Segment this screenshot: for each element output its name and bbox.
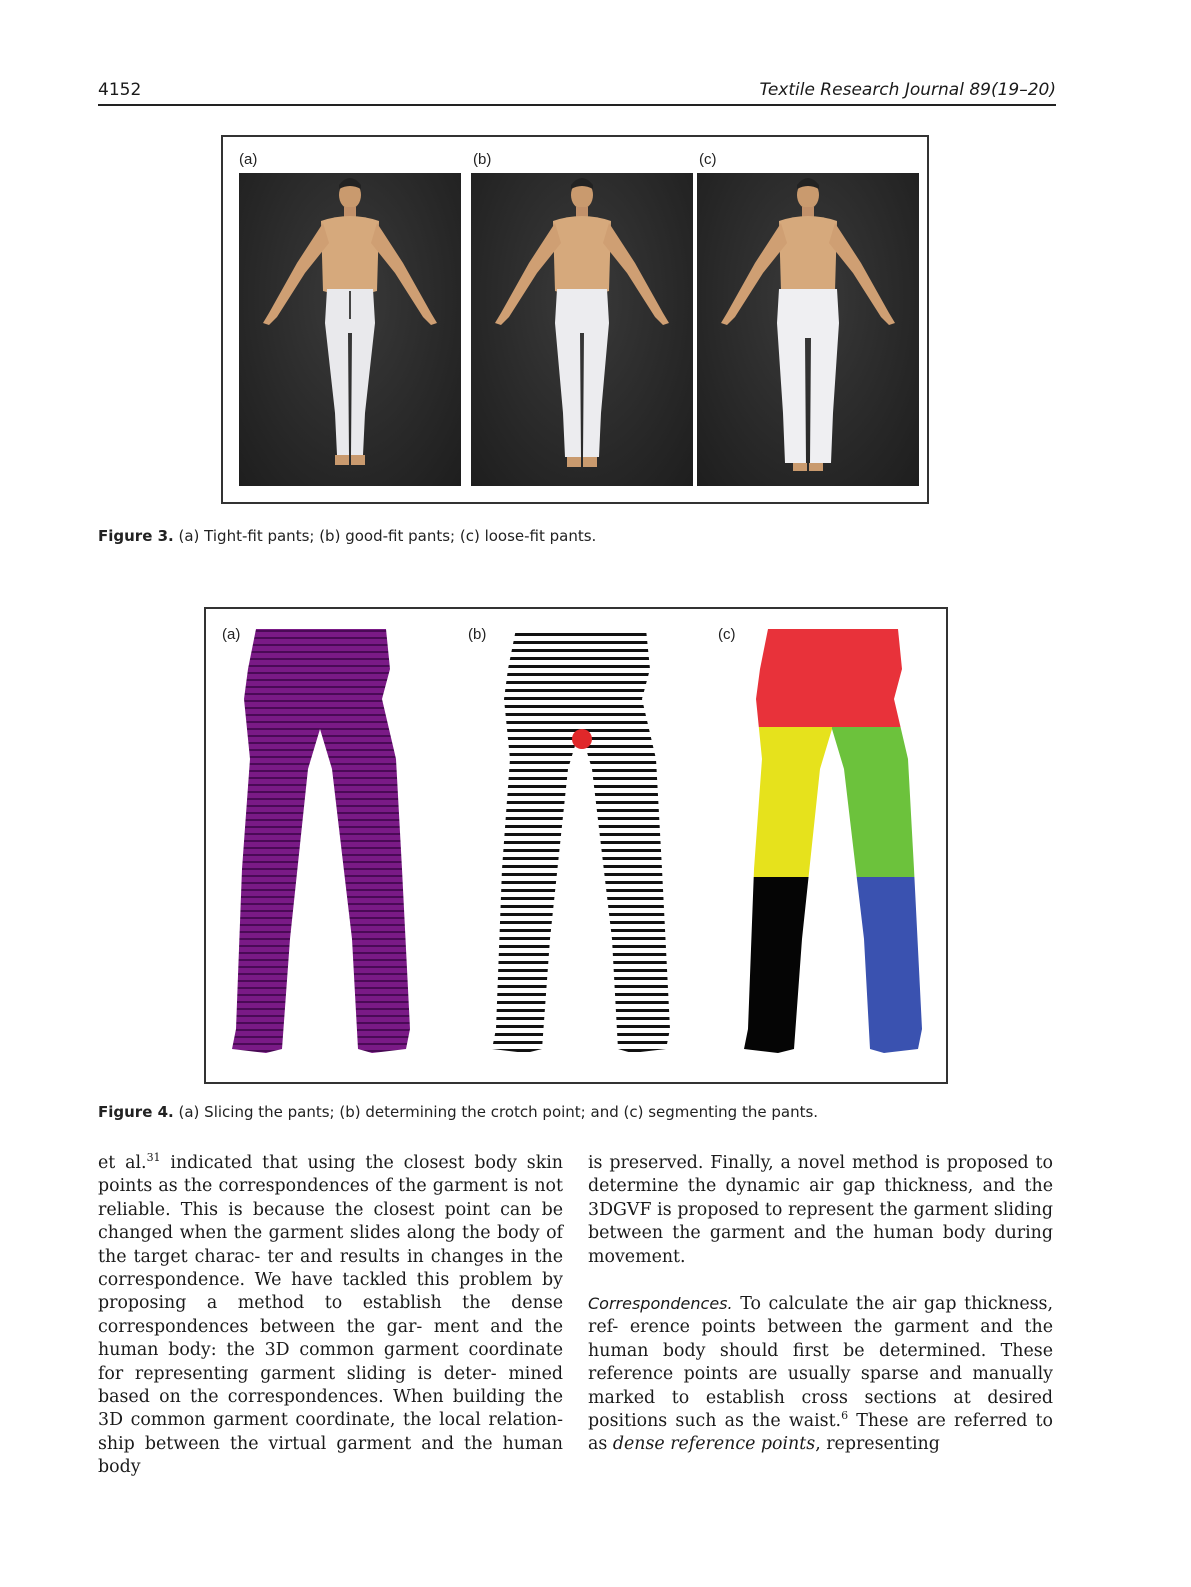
fig4-label-c: (c) xyxy=(718,626,736,643)
fig4-label-a: (a) xyxy=(222,626,241,643)
fig4-panel-sliced-pants xyxy=(206,609,446,1082)
page-number: 4152 xyxy=(98,80,142,100)
segment-waist xyxy=(718,609,946,727)
right-column-paragraph-1: is preserved. Finally, a novel method is proposed to determine the dynamic air gap thickness, and the 3DGVF is proposed to represent the garment sliding between the garment and the human body during movement. xyxy=(588,1153,1053,1267)
fig3-label-c: (c) xyxy=(699,151,717,168)
journal-title: Textile Research Journal 89(19–20) xyxy=(759,80,1056,100)
fig3-label-b: (b) xyxy=(473,151,492,168)
segment-right-thigh xyxy=(832,727,946,877)
avatar-loose-fit xyxy=(721,178,895,471)
segment-left-thigh xyxy=(718,727,832,877)
avatar-tight-fit xyxy=(263,178,437,465)
figure-4-caption xyxy=(98,1103,818,1121)
avatar-good-fit xyxy=(495,178,669,467)
figure-3 xyxy=(221,135,929,504)
section-heading-correspondences: Correspondences. xyxy=(588,1294,733,1314)
fig3-panel-tight-fit xyxy=(239,173,461,486)
left-column-paragraph: et al.$^{31}$ indicated that using the closest body skin points as the correspondences of the garment is not reliable. This is because the closest point can be changed when the garment slides along the body of the target charac- ter and results in changes in the correspondence. We have tackled this problem by proposing a method to establish the dense correspondences between the gar- ment and the human body: the 3D common garment coordinate for representing garment sliding is deter- mined based on the correspondences. When building the 3D common garment coordinate, the local relation- ship between the virtual garment and the human body xyxy=(98,1151,563,1478)
figure-3-caption-text: (a) Tight-fit pants; (b) good-fit pants; (c) loose-fit pants. xyxy=(178,527,597,545)
figure-4-caption-label: Figure 4. xyxy=(98,1103,174,1121)
body-right-column xyxy=(588,1152,1053,1457)
segment-left-shin xyxy=(718,877,832,1082)
citation-6: 6 xyxy=(841,1409,849,1423)
figure-3-caption-label: Figure 3. xyxy=(98,527,174,545)
fig3-panel-good-fit xyxy=(471,173,693,486)
figure-4-graphic xyxy=(206,609,946,1082)
body-left-column xyxy=(98,1152,563,1480)
citation-31: 31 xyxy=(146,1151,161,1165)
fig3-panel-loose-fit xyxy=(697,173,919,486)
fig4-panel-segmented-pants xyxy=(718,609,946,1082)
running-header xyxy=(98,78,1056,106)
figure-3-caption xyxy=(98,527,596,545)
fig4-panel-crotch-point xyxy=(466,609,706,1082)
figure-4-caption-text: (a) Slicing the pants; (b) determining the crotch point; and (c) segmenting the pants. xyxy=(178,1103,819,1121)
right-column-paragraph-2: Correspondences. To calculate the air gap thickness, ref- erence points between the garment and the human body should first be determined. These reference points are usually sparse and manually marked to establish cross sections at desired positions such as the waist.$^6$ These are referred to as dense reference points, representing xyxy=(588,1294,1053,1455)
segment-right-shin xyxy=(832,877,946,1082)
figure-4 xyxy=(204,607,948,1084)
fig3-label-a: (a) xyxy=(239,151,258,168)
fig4-label-b: (b) xyxy=(468,626,487,643)
crotch-point-marker xyxy=(572,729,592,749)
